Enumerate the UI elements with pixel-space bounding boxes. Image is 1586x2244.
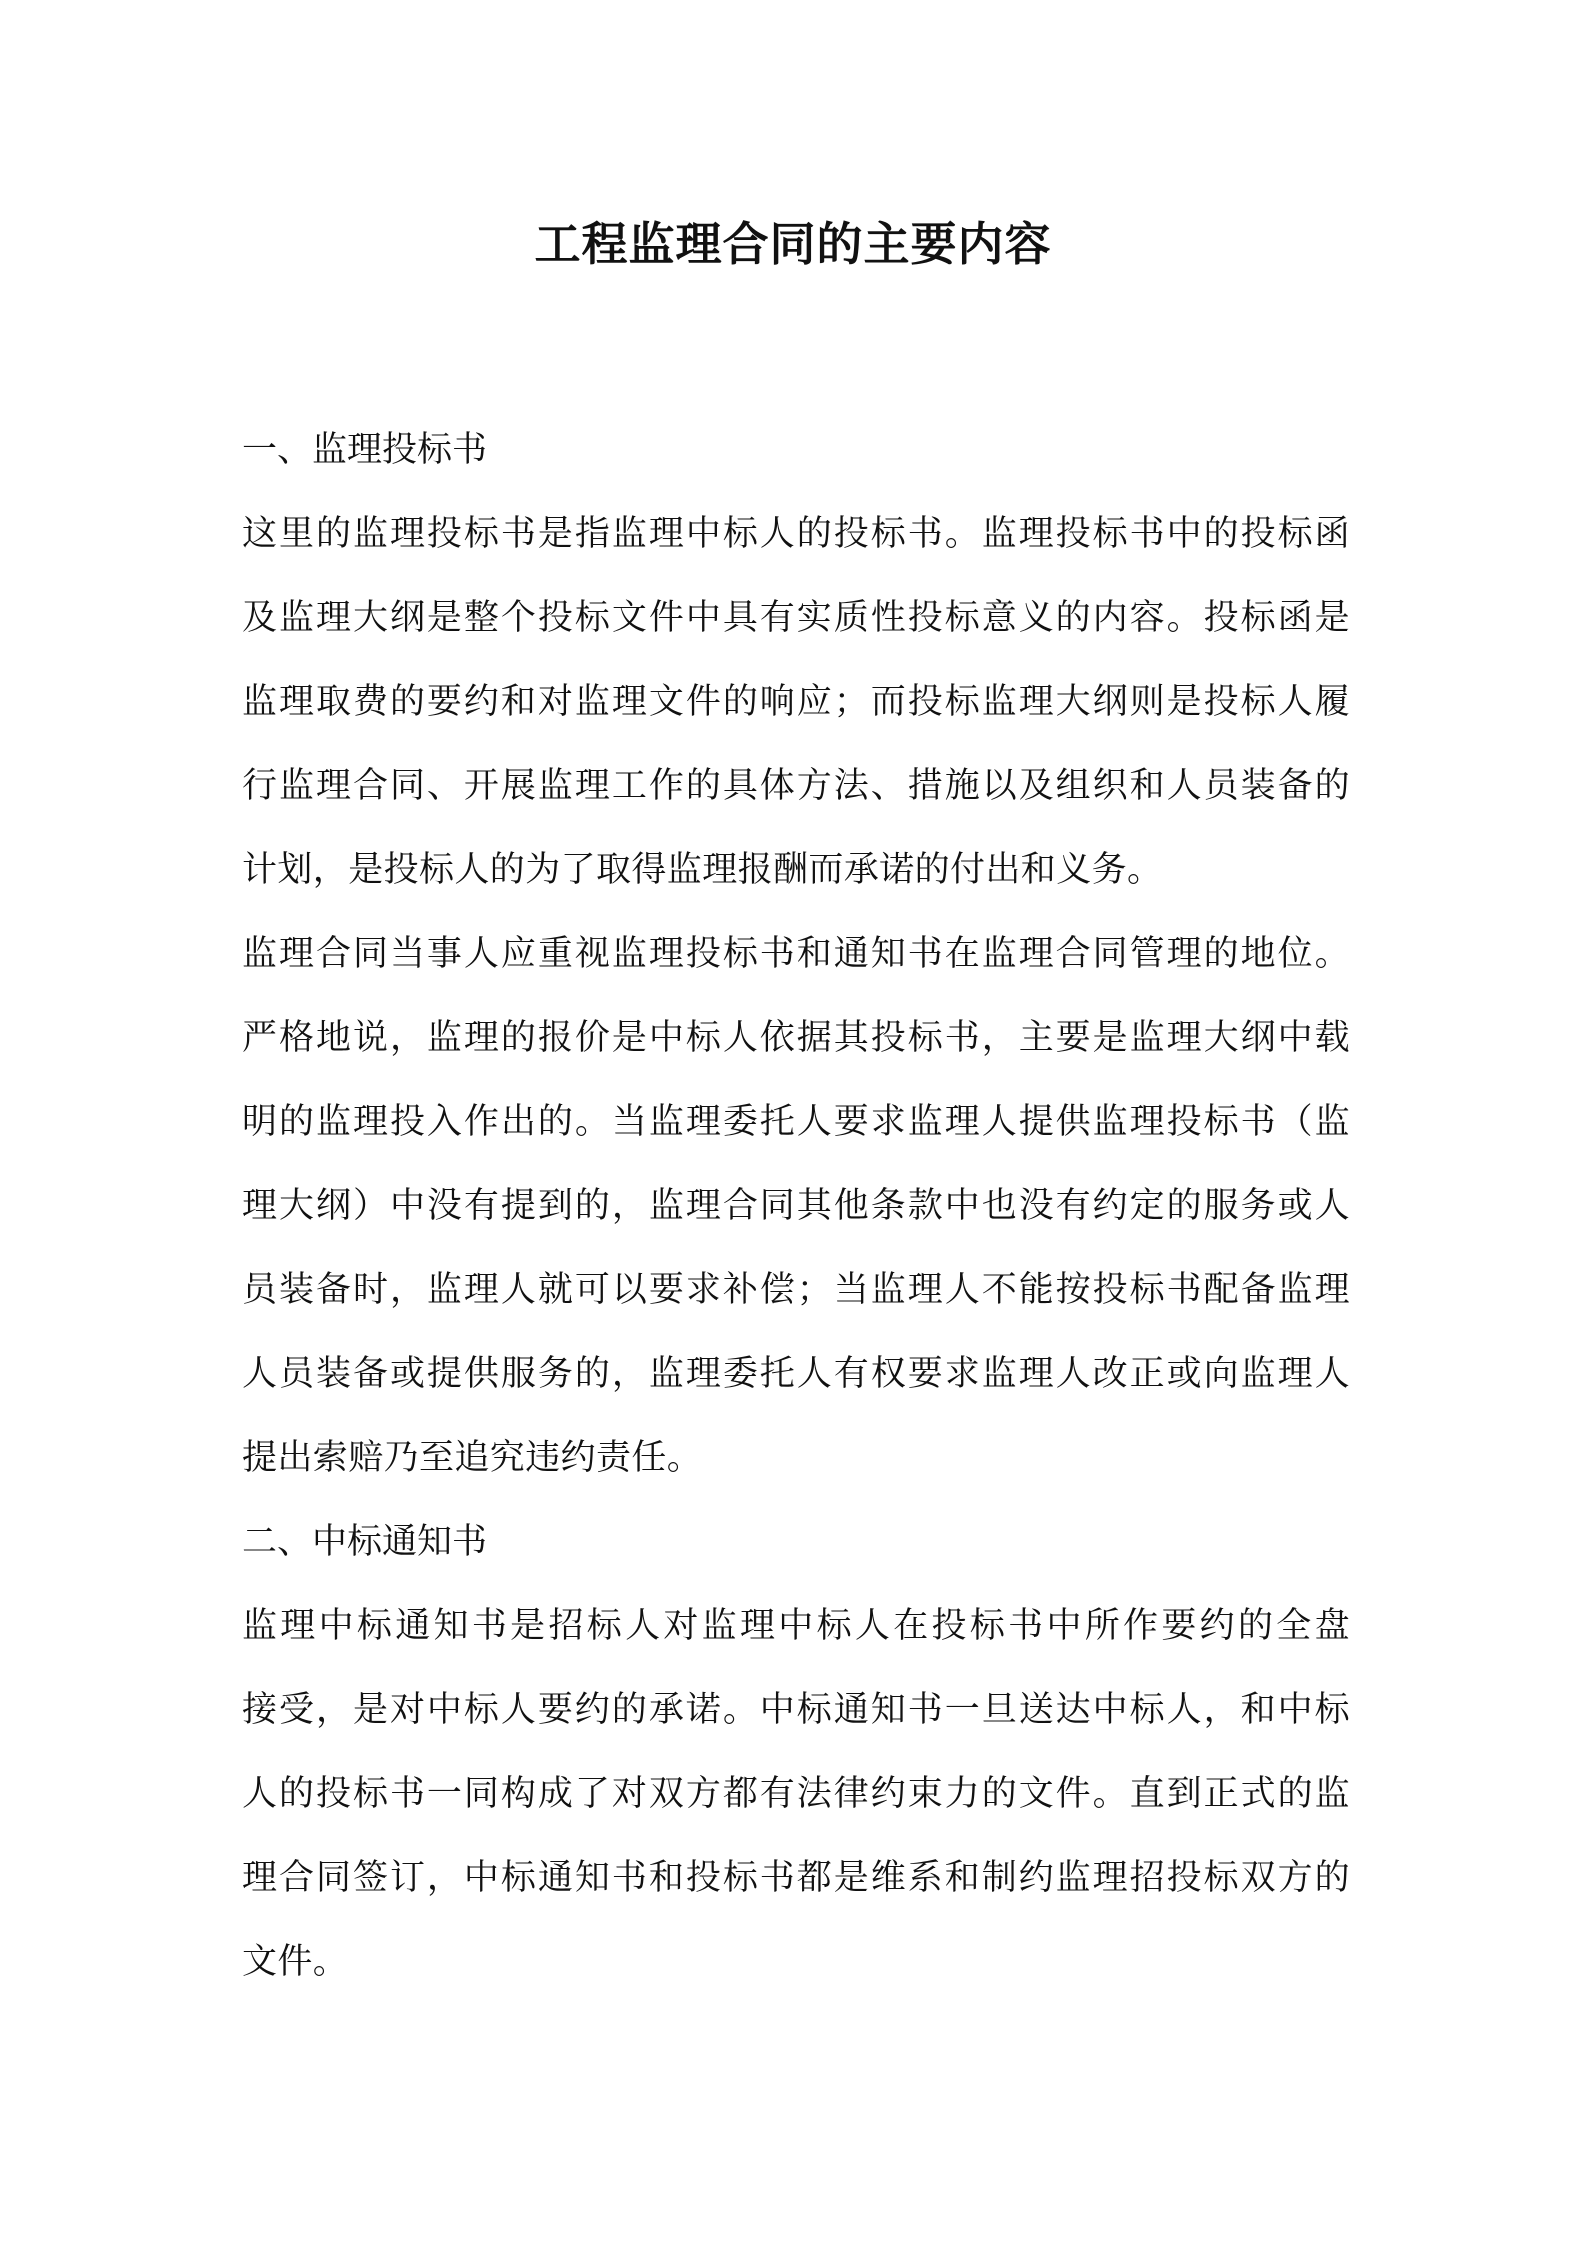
text-line: 监理中标通知书是招标人对监理中标人在投标书中所作要约的全盘 bbox=[242, 1606, 1350, 1646]
text-line: 计划，是投标人的为了取得监理报酬而承诺的付出和义务。 bbox=[242, 850, 1163, 890]
text-line: 这里的监理投标书是指监理中标人的投标书。监理投标书中的投标函 bbox=[242, 514, 1350, 554]
text-line: 人的投标书一同构成了对双方都有法律约束力的文件。直到正式的监 bbox=[242, 1774, 1350, 1814]
text-line: 理合同签订，中标通知书和投标书都是维系和制约监理招投标双方的 bbox=[242, 1858, 1350, 1898]
section-heading: 二、中标通知书 bbox=[242, 1522, 488, 1562]
text-line: 提出索赔乃至追究违约责任。 bbox=[242, 1438, 703, 1478]
text-line: 行监理合同、开展监理工作的具体方法、措施以及组织和人员装备的 bbox=[242, 766, 1350, 806]
text-line: 明的监理投入作出的。当监理委托人要求监理人提供监理投标书（监 bbox=[242, 1102, 1350, 1142]
paragraph bbox=[242, 492, 1350, 912]
text-line: 接受，是对中标人要约的承诺。中标通知书一旦送达中标人，和中标 bbox=[242, 1690, 1350, 1730]
text-line: 理大纲）中没有提到的，监理合同其他条款中也没有约定的服务或人 bbox=[242, 1186, 1350, 1226]
section-bid-document bbox=[242, 408, 1350, 1500]
section-award-notice bbox=[242, 1500, 1350, 2004]
text-line: 严格地说，监理的报价是中标人依据其投标书，主要是监理大纲中载 bbox=[242, 1018, 1350, 1058]
document-body bbox=[242, 408, 1350, 2004]
text-line: 文件。 bbox=[242, 1942, 349, 1982]
paragraph bbox=[242, 912, 1350, 1500]
text-line: 人员装备或提供服务的，监理委托人有权要求监理人改正或向监理人 bbox=[242, 1354, 1350, 1394]
text-line: 监理合同当事人应重视监理投标书和通知书在监理合同管理的地位。 bbox=[242, 934, 1350, 974]
text-line: 员装备时，监理人就可以要求补偿；当监理人不能按投标书配备监理 bbox=[242, 1270, 1350, 1310]
text-line: 及监理大纲是整个投标文件中具有实质性投标意义的内容。投标函是 bbox=[242, 598, 1350, 638]
paragraph bbox=[242, 1584, 1350, 2004]
text-line: 监理取费的要约和对监理文件的响应；而投标监理大纲则是投标人履 bbox=[242, 682, 1350, 722]
section-heading: 一、监理投标书 bbox=[242, 430, 488, 470]
page-title: 工程监理合同的主要内容 bbox=[534, 217, 1052, 271]
